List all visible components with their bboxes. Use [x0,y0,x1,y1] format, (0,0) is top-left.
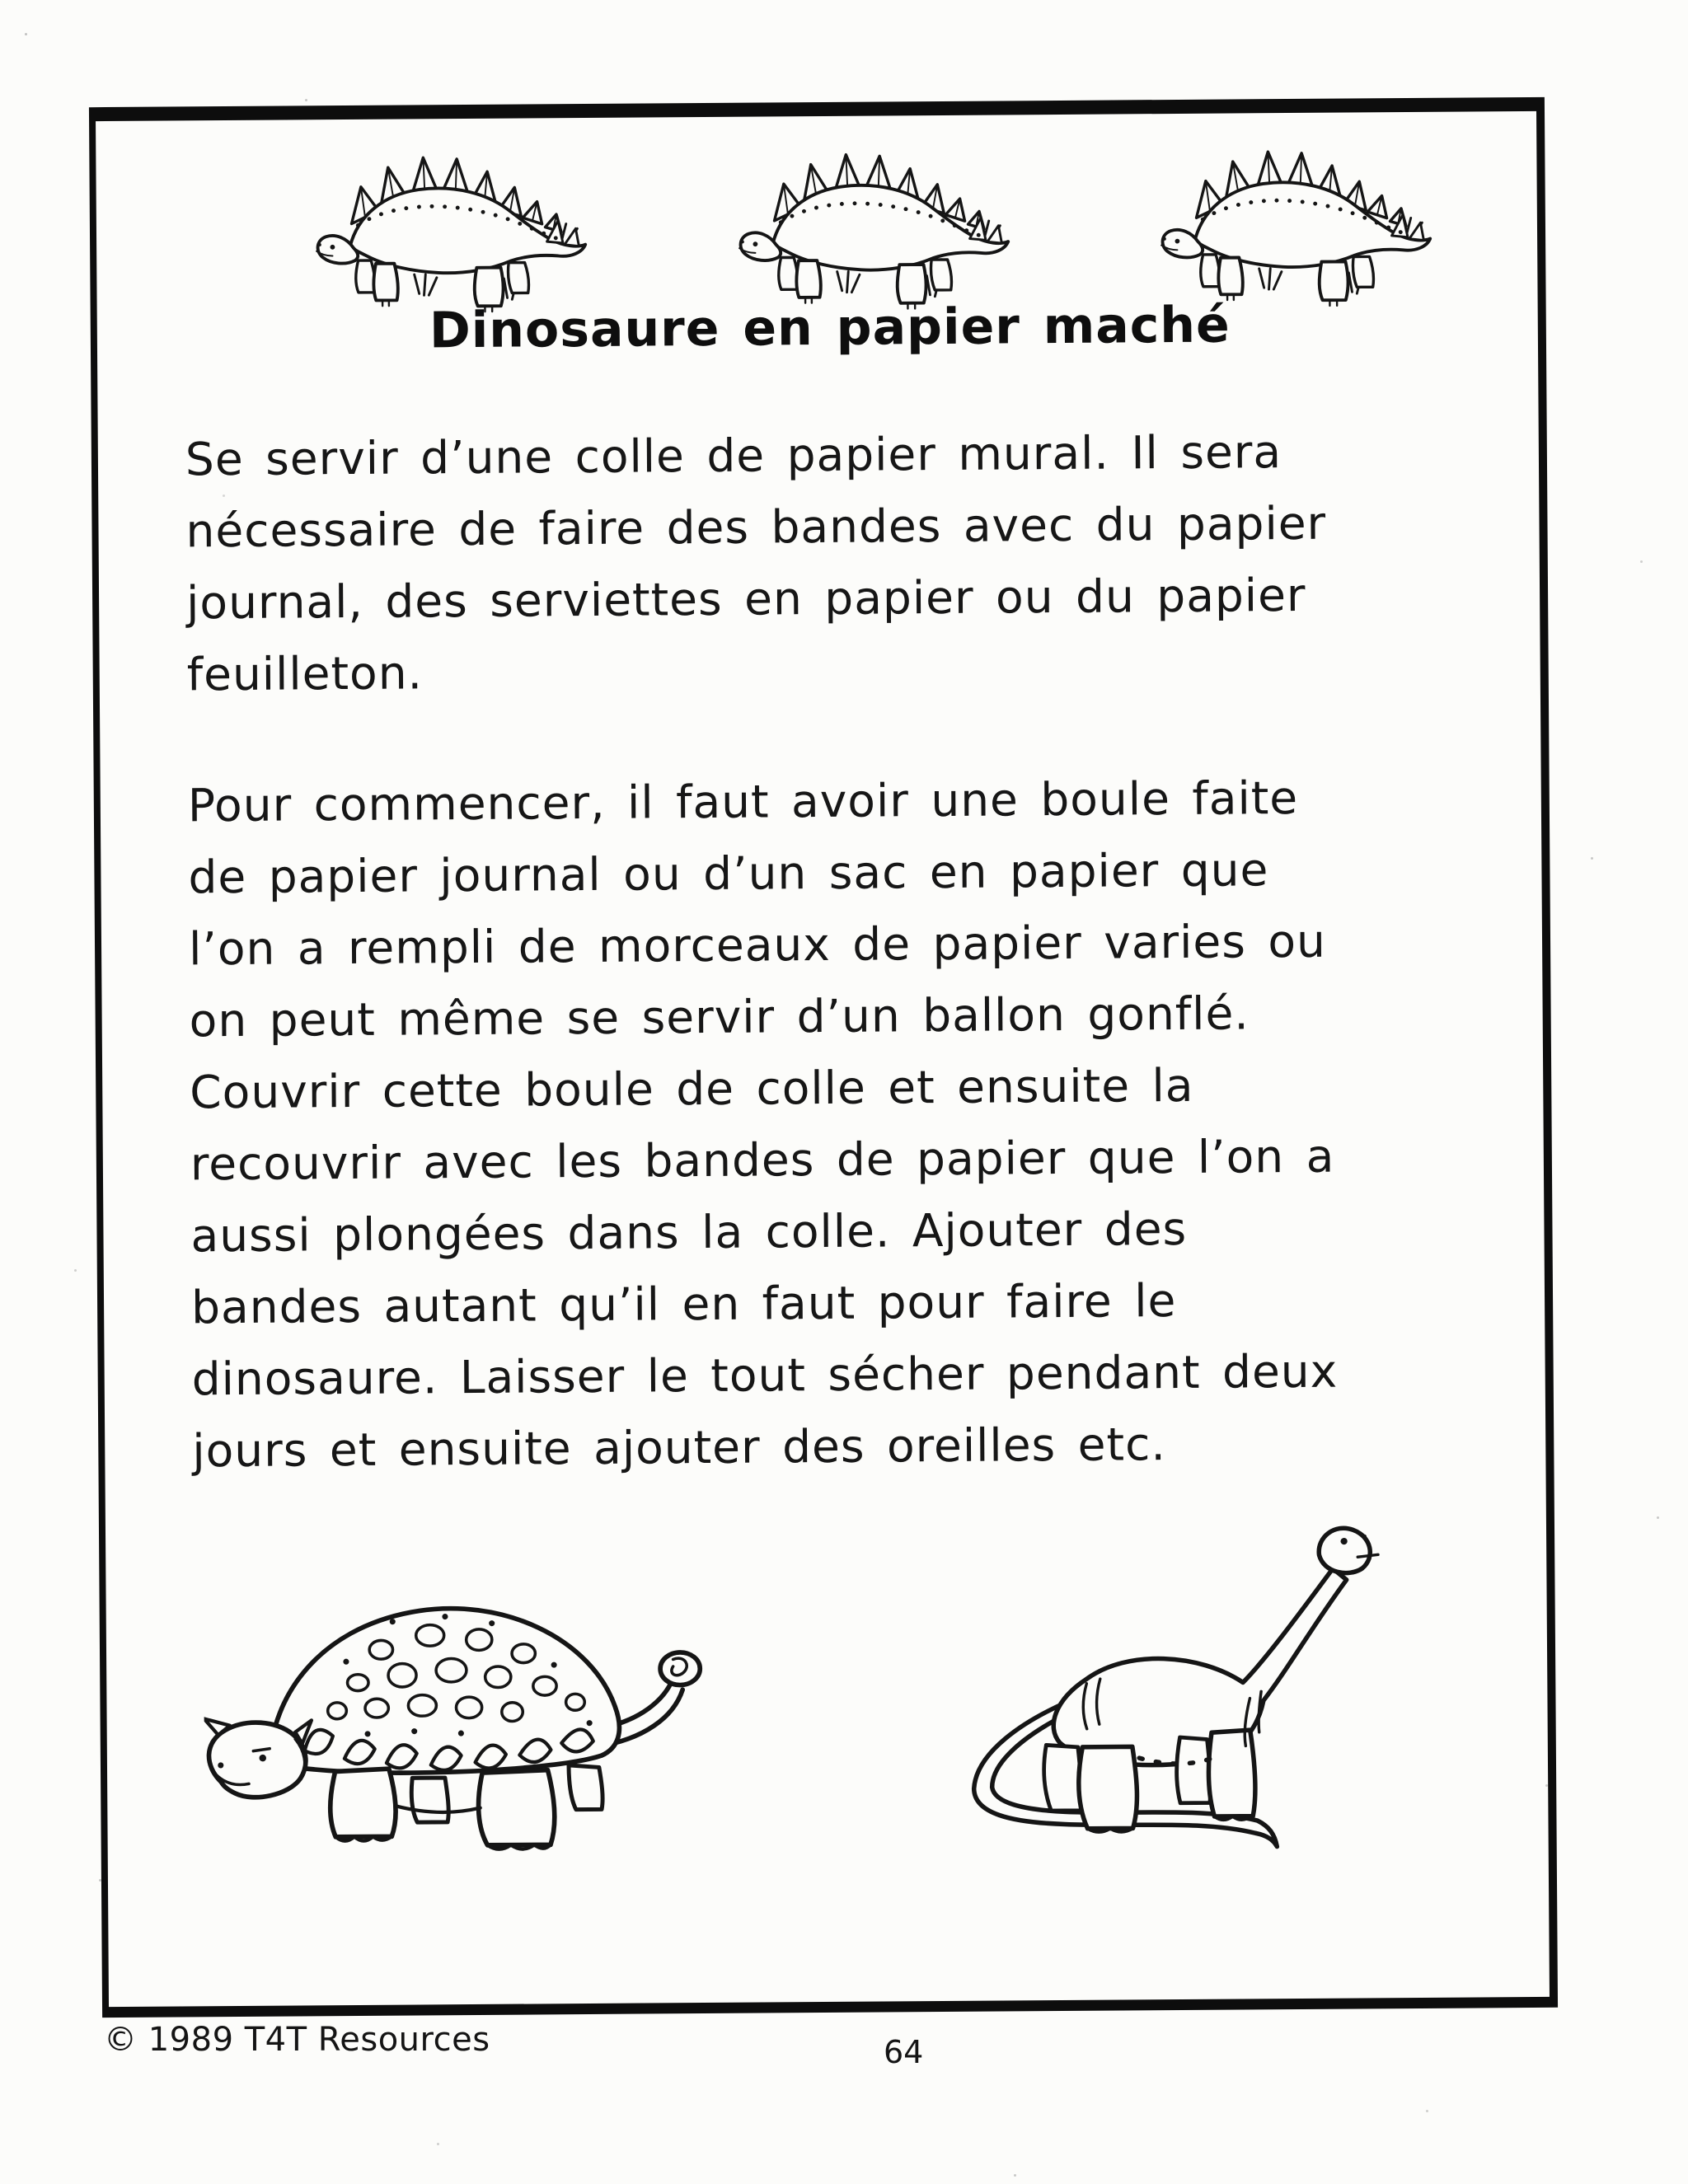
brontosaurus-figure [913,1507,1460,1900]
stegosaurus-row [306,120,1441,321]
stegosaurus-illustration [1151,120,1441,314]
brontosaurus-illustration [913,1507,1460,1896]
instructions-paragraph-1: Se servir d’une colle de papier mural. Il sera nécessaire de faire des bandes avec du papier journal, des serviettes en papier ou du papier feuilleton. [185,425,1327,701]
stegosaurus-illustration [729,123,1019,316]
ankylosaurus-figure [203,1533,766,1868]
page-number: 64 [884,2034,924,2070]
stegosaurus-illustration [306,126,596,320]
page-border-frame [89,97,1558,2018]
copyright-notice: © 1989 T4T Resources [104,2021,490,2059]
ankylosaurus-illustration [203,1533,766,1864]
page-title: Dinosaure en papier maché [429,296,1231,360]
instructions-paragraph-2: Pour commencer, il faut avoir une boule faite de papier journal ou d’un sac en papier que l’on a rempli de morceaux de papier varies ou on peut même se servir d’un ballon gonflé. Couvrir cette boule de colle et ensuite la recouvrir avec les bandes de papier que l’on a aussi plongées dans la colle. Ajouter des bandes autant qu’il en faut pour faire le dinosaure. Laisser le tout sécher pendant deux jours et ensuite ajouter des oreilles etc. [187,771,1339,1478]
scan-noise-specks [25,33,27,35]
